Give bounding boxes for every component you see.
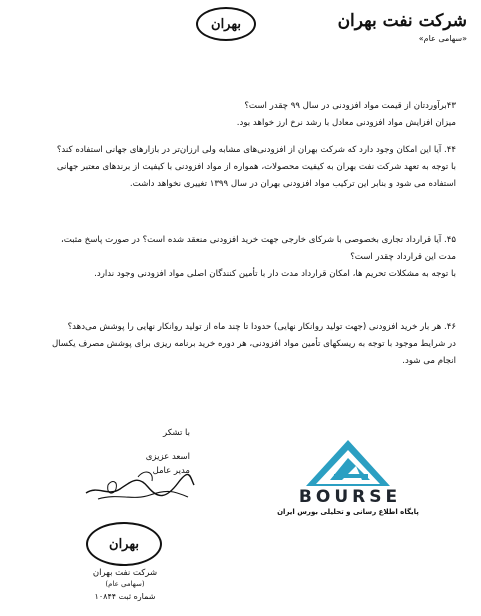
answer-44-line2: استفاده می شود و بنابر این ترکیب مواد افزودنی بهران در سال ۱۳۹۹ تغییری نخواهد داشت. [129,179,456,189]
answer-46-line2: انجام می شود. [402,356,456,366]
answer-44-line1: با توجه به تعهد شرکت نفت بهران به کیفیت محصولات، همواره از مواد افزودنی با کیفیت از برندهای معتبر جهانی [56,162,456,172]
company-stamp-logo [86,522,162,566]
question-45-line2: مدت این قرارداد چقدر است؟ [350,252,456,262]
question-45-line1: ۴۵. آیا قرارداد تجاری بخصوصی با شرکای خارجی جهت خرید افزودنی منعقد شده است؟ در صورت پاسخ مثبت، [60,235,456,245]
question-45-block [12,232,456,283]
stamp-company: شرکت نفت بهران [92,568,158,578]
signer-name: اسعد عزیزی [145,452,190,462]
signer-title: مدیر عامل [152,466,190,476]
answer-43: میزان افزایش مواد افزودنی معادل با رشد نرخ ارز خواهد بود. [236,118,456,128]
question-46-block [12,319,456,370]
company-name: شرکت نفت بهران [337,11,467,31]
question-46: ۴۶. هر بار خرید افزودنی (جهت تولید روانکار نهایی) حدودا تا چند ماه از تولید روانکار نهایی را پوشش می‌دهد؟ [67,322,456,332]
answer-45: با توجه به مشکلات تحریم ها، امکان قرارداد مدت دار با تأمین کنندگان اصلی مواد افزودنی وجود ندارد. [94,269,456,279]
question-43-block [12,98,456,132]
company-type: «سهامی عام» [418,34,467,43]
letterhead-company [327,10,467,44]
stamp-type: (سهامی عام) [105,580,145,588]
bourse-wordmark: BOURSE [298,487,402,507]
closing-text: با تشکر [163,428,190,438]
stamp-logo-text: بهران [109,536,139,552]
question-43: ۴۳برآوردتان از قیمت مواد افزودنی در سال ۹۹ چقدر است؟ [244,101,456,111]
registration-number: شماره ثبت ۱۰۸۴۴ [94,592,156,601]
bourse-subtitle: پایگاه اطلاع رسانی و تحلیلی بورس ایران [277,508,419,516]
bourse-logo [272,440,424,530]
logo-text: بهران [211,16,241,32]
handwritten-signature [78,455,198,510]
question-44: ۴۴. آیا این امکان وجود دارد که شرکت بهران از افزودنی‌های مشابه ولی ارزان‌تر در بازارهای جهانی استفاده کند؟ [56,145,456,155]
question-44-block [12,142,456,193]
answer-46-line1: در شرایط موجود با توجه به ریسکهای تأمین مواد افزودنی، هر دوره خرید برنامه ریزی برای پوشش مصرف یکسال [51,339,456,349]
behran-logo [196,7,256,41]
